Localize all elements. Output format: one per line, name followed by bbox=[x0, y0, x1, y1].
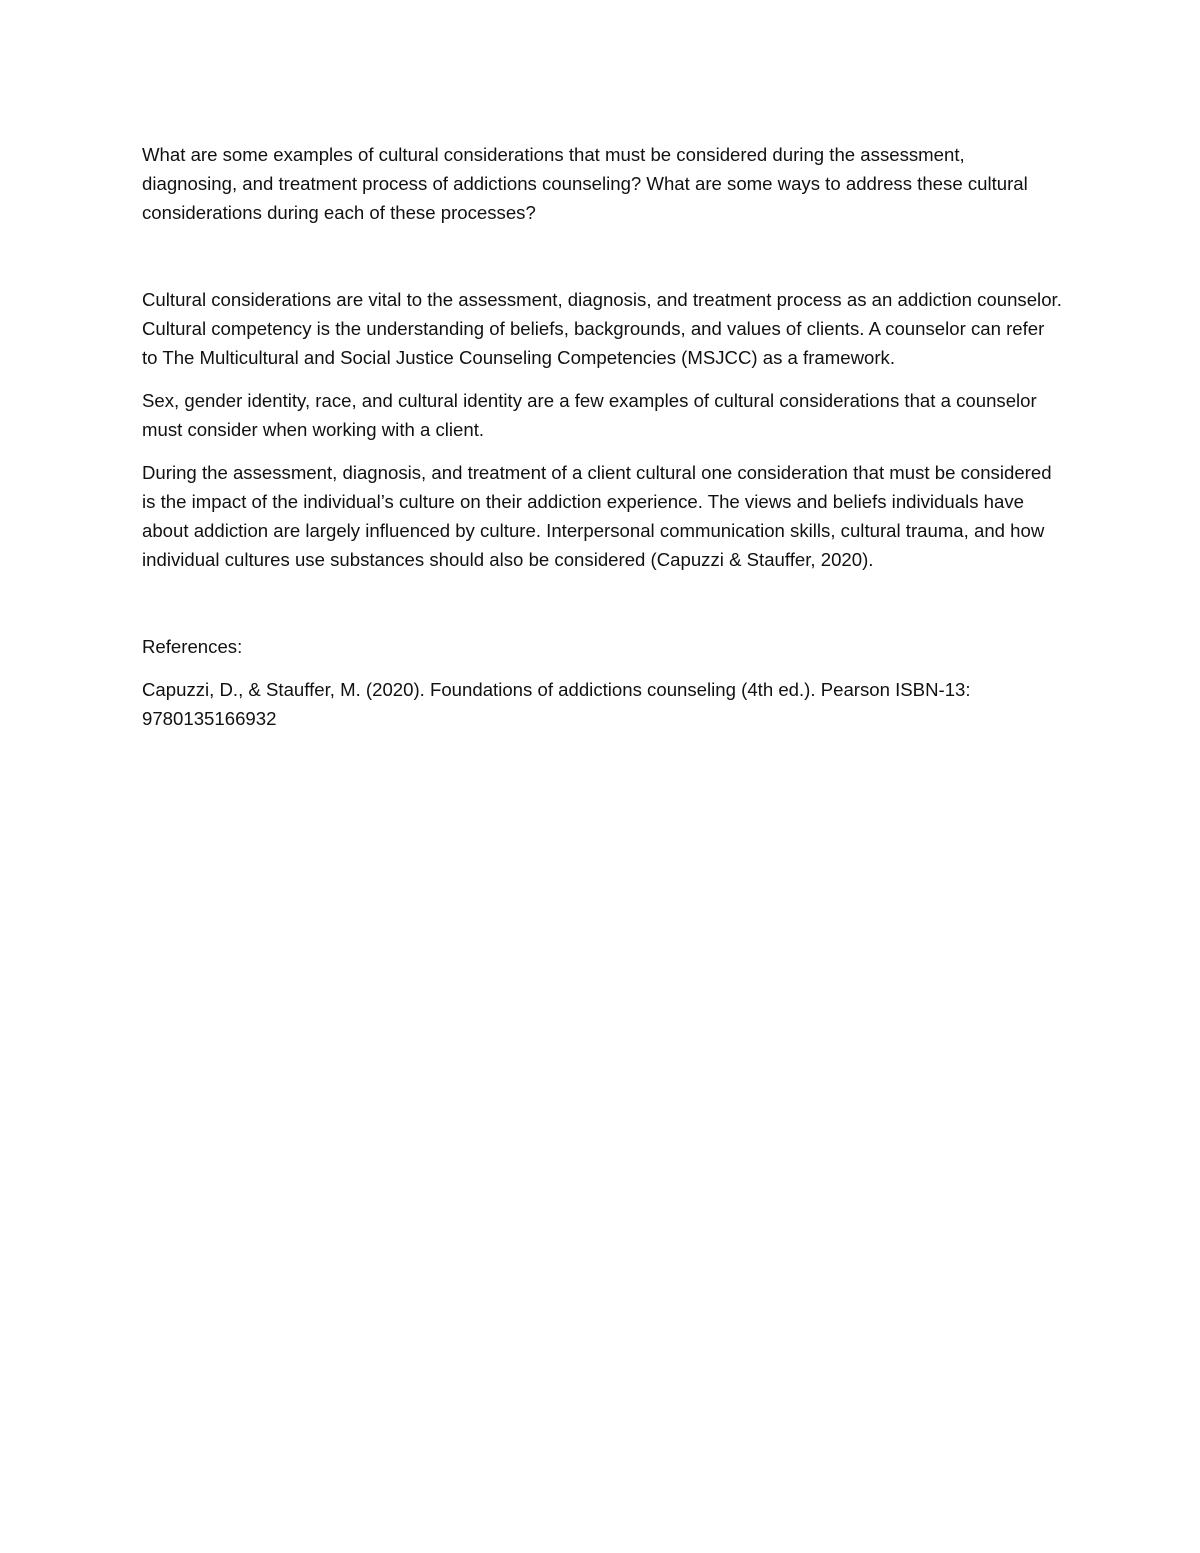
references-heading: References: bbox=[142, 636, 243, 657]
reference-item: Capuzzi, D., & Stauffer, M. (2020). Foundations of addictions counseling (4th ed.). Pearson ISBN-13: 9780135166932 bbox=[142, 679, 971, 729]
paragraph-examples: Sex, gender identity, race, and cultural identity are a few examples of cultural considerations that a counselor must consider when working with a client. bbox=[142, 390, 1037, 440]
document-body bbox=[142, 140, 1062, 733]
paragraph-addiction-experience: During the assessment, diagnosis, and treatment of a client cultural one consideration that must be considered is the impact of the individual’s culture on their addiction experience. The views and beliefs individuals have about addiction are largely influenced by culture. Interpersonal communication skills, cultural trauma, and how individual cultures use substances should also be considered (Capuzzi & Stauffer, 2020). bbox=[142, 462, 1052, 570]
paragraph-cultural-competency: Cultural considerations are vital to the assessment, diagnosis, and treatment process as an addiction counselor. Cultural competency is the understanding of beliefs, backgrounds, and values of clients. A counselor can refer to The Multicultural and Social Justice Counseling Competencies (MSJCC) as a framework. bbox=[142, 289, 1062, 368]
discussion-question: What are some examples of cultural considerations that must be considered during the assessment, diagnosing, and treatment process of addictions counseling? What are some ways to address these cultural considerations during each of these processes? bbox=[142, 144, 1028, 223]
